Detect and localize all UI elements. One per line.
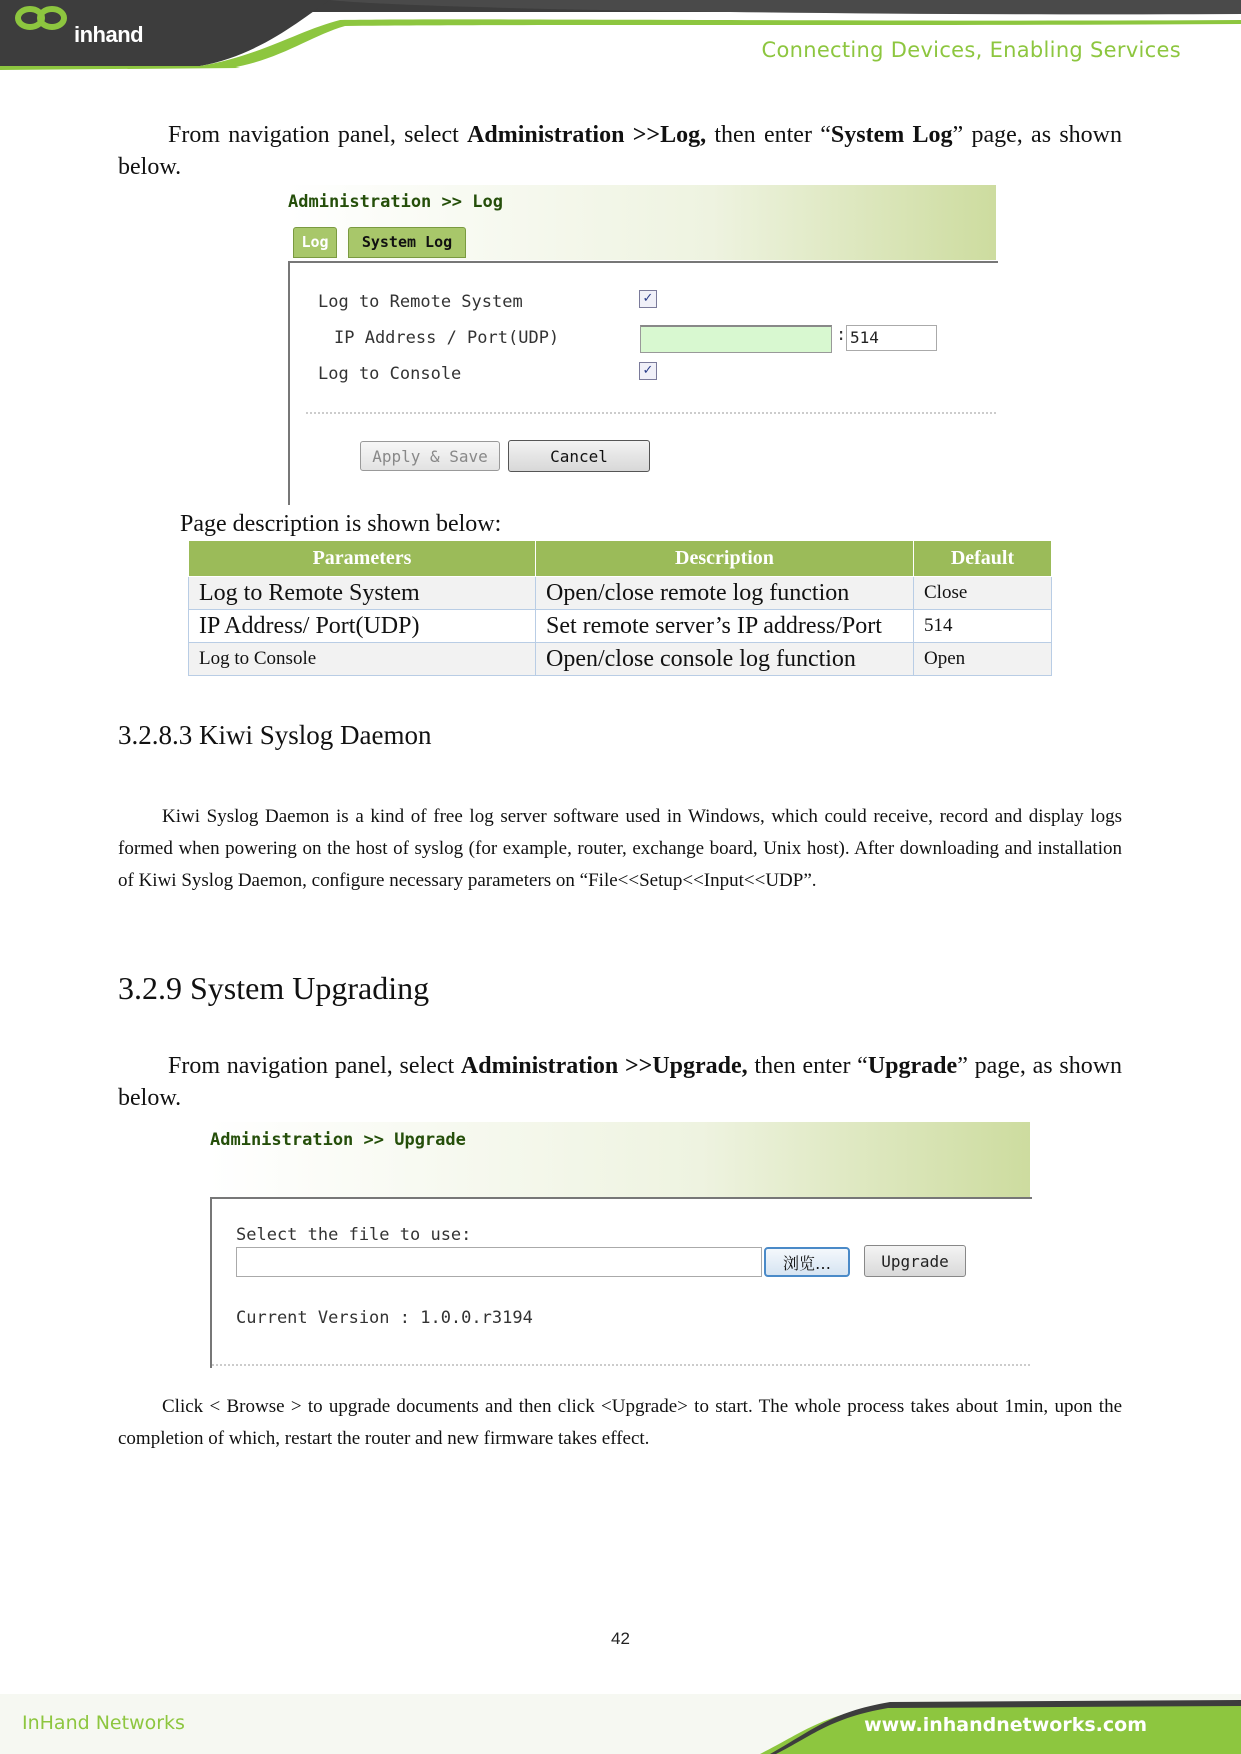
intro-menu-path: Administration >>Upgrade, — [460, 1053, 748, 1079]
intro-text: then enter “ — [706, 122, 831, 148]
table-row — [189, 577, 1052, 610]
screenshot-title: Administration >> Upgrade — [210, 1130, 466, 1150]
tab-log[interactable]: Log — [293, 227, 337, 258]
intro-page-name: System Log — [830, 122, 953, 148]
log-console-checkbox[interactable]: ✓ — [639, 362, 657, 380]
ip-port-label: IP Address / Port(UDP) — [334, 328, 560, 348]
column-header: Description — [536, 541, 914, 577]
footer-website-link[interactable]: www.inhandnetworks.com — [864, 1714, 1147, 1736]
port-input[interactable]: 514 — [846, 325, 937, 351]
table-row — [189, 643, 1052, 676]
table-row — [189, 610, 1052, 643]
apply-save-button[interactable]: Apply & Save — [360, 441, 500, 471]
log-console-label: Log to Console — [318, 364, 462, 384]
browse-button[interactable]: 浏览… — [764, 1247, 850, 1277]
intro-text: then enter “ — [747, 1053, 868, 1079]
upgrade-screenshot — [208, 1122, 1030, 1366]
upgrade-panel — [210, 1197, 1032, 1368]
page-header — [0, 0, 1241, 70]
log-settings-panel — [288, 261, 998, 505]
table-cell: Close — [914, 577, 1052, 610]
table-cell: 514 — [914, 610, 1052, 643]
intro-menu-path: Administration >>Log, — [467, 122, 707, 148]
upgrade-heading: 3.2.9 System Upgrading — [118, 970, 430, 1006]
cancel-button[interactable]: Cancel — [508, 440, 650, 472]
ip-port-separator: : — [836, 325, 847, 345]
current-version-text: Current Version : 1.0.0.r3194 — [236, 1308, 533, 1328]
intro-page-name: Upgrade — [867, 1053, 958, 1079]
tab-system-log[interactable]: System Log — [348, 227, 466, 258]
select-file-label: Select the file to use: — [236, 1225, 472, 1245]
intro-text: From navigation panel, select — [168, 122, 468, 148]
intro-text: ” page, as shown below. — [118, 122, 1123, 180]
parameter-table — [188, 540, 1052, 676]
logo-text: inhand — [74, 22, 144, 47]
log-remote-label: Log to Remote System — [318, 292, 523, 312]
upgrade-body: Click < Browse > to upgrade documents and then click <Upgrade> to start. The whole process takes about 1min, upon the completion of which, restart the router and new firmware takes effect. — [118, 1396, 1122, 1449]
table-cell: IP Address/ Port(UDP) — [189, 610, 536, 643]
kiwi-heading: 3.2.8.3 Kiwi Syslog Daemon — [118, 720, 432, 750]
screenshot-titlebar — [208, 1122, 1030, 1197]
system-log-screenshot — [286, 185, 996, 503]
table-cell: Set remote server’s IP address/Port — [536, 610, 914, 643]
divider — [306, 412, 996, 414]
inhand-logo-icon — [0, 0, 80, 56]
column-header: Default — [914, 541, 1052, 577]
table-cell: Open — [914, 643, 1052, 676]
screenshot-title: Administration >> Log — [288, 192, 503, 212]
table-cell: Log to Console — [189, 643, 536, 676]
upgrade-button[interactable]: Upgrade — [864, 1245, 966, 1277]
page-number: 42 — [611, 1629, 630, 1648]
table-cell: Open/close console log function — [536, 643, 914, 676]
page-footer — [0, 1694, 1241, 1754]
log-remote-checkbox[interactable]: ✓ — [639, 290, 657, 308]
header-tagline: Connecting Devices, Enabling Services — [761, 38, 1181, 62]
table-header-row — [189, 541, 1052, 577]
column-header: Parameters — [189, 541, 536, 577]
divider — [212, 1364, 1030, 1366]
intro-text: ” page, as shown below. — [118, 1053, 1123, 1111]
footer-company: InHand Networks — [22, 1712, 185, 1734]
kiwi-body: Kiwi Syslog Daemon is a kind of free log server software used in Windows, which could receive, record and display logs formed when powering on the host of syslog (for example, router, exchange board, Unix host). After downloading and installation of Kiwi Syslog Daemon, configure necessary parameters on “File<<Setup<<Input<<UDP”. — [118, 806, 1122, 891]
ip-address-input[interactable] — [640, 325, 832, 353]
table-intro: Page description is shown below: — [180, 511, 502, 537]
intro-text: From navigation panel, select — [168, 1053, 461, 1079]
table-cell: Open/close remote log function — [536, 577, 914, 610]
screenshot-titlebar — [286, 185, 996, 260]
log-intro-paragraph — [118, 119, 1122, 183]
upgrade-intro-paragraph — [118, 1050, 1122, 1114]
file-path-input[interactable] — [236, 1247, 762, 1277]
table-cell: Log to Remote System — [189, 577, 536, 610]
